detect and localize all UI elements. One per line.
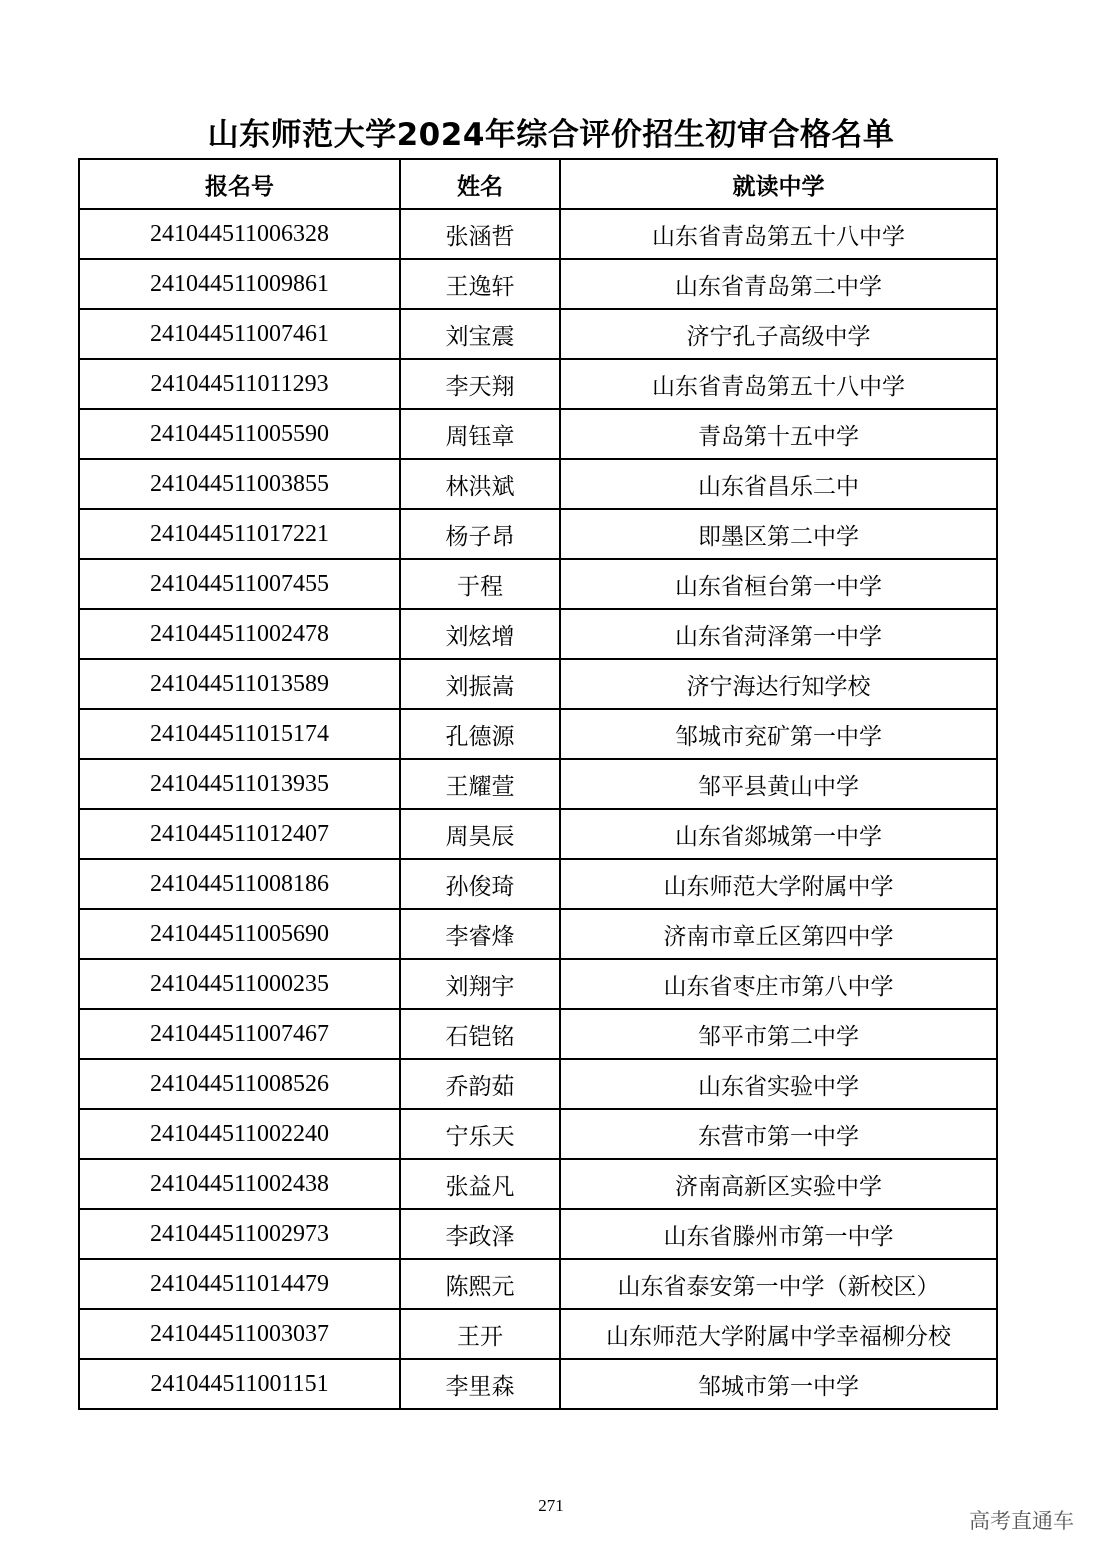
cell-registration-number: 241044511008526 <box>79 1059 400 1109</box>
cell-school: 济南市章丘区第四中学 <box>560 909 997 959</box>
cell-school: 邹平市第二中学 <box>560 1009 997 1059</box>
cell-student-name: 刘振嵩 <box>400 659 560 709</box>
cell-registration-number: 241044511007467 <box>79 1009 400 1059</box>
document-title: 山东师范大学2024年综合评价招生初审合格名单 <box>207 117 895 153</box>
cell-school: 山东省青岛第二中学 <box>560 259 997 309</box>
cell-student-name: 孔德源 <box>400 709 560 759</box>
cell-student-name: 杨子昂 <box>400 509 560 559</box>
header-name: 姓名 <box>400 159 560 209</box>
cell-registration-number: 241044511002438 <box>79 1159 400 1209</box>
cell-registration-number: 241044511009861 <box>79 259 400 309</box>
cell-school: 东营市第一中学 <box>560 1109 997 1159</box>
cell-school: 济宁孔子高级中学 <box>560 309 997 359</box>
cell-school: 山东省昌乐二中 <box>560 459 997 509</box>
cell-registration-number: 241044511005690 <box>79 909 400 959</box>
cell-student-name: 刘翔宇 <box>400 959 560 1009</box>
cell-school: 山东省桓台第一中学 <box>560 559 997 609</box>
cell-student-name: 刘宝震 <box>400 309 560 359</box>
header-registration-number: 报名号 <box>79 159 400 209</box>
cell-registration-number: 241044511000235 <box>79 959 400 1009</box>
cell-registration-number: 241044511006328 <box>79 209 400 259</box>
cell-student-name: 周昊辰 <box>400 809 560 859</box>
cell-student-name: 王开 <box>400 1309 560 1359</box>
cell-registration-number: 241044511014479 <box>79 1259 400 1309</box>
cell-registration-number: 241044511011293 <box>79 359 400 409</box>
cell-student-name: 李里森 <box>400 1359 560 1409</box>
cell-student-name: 于程 <box>400 559 560 609</box>
table-row <box>79 409 997 459</box>
table-row <box>79 559 997 609</box>
table-body <box>79 209 997 1409</box>
cell-registration-number: 241044511002478 <box>79 609 400 659</box>
cell-student-name: 孙俊琦 <box>400 859 560 909</box>
cell-registration-number: 241044511013589 <box>79 659 400 709</box>
cell-school: 济宁海达行知学校 <box>560 659 997 709</box>
cell-registration-number: 241044511007461 <box>79 309 400 359</box>
cell-registration-number: 241044511003855 <box>79 459 400 509</box>
cell-school: 山东师范大学附属中学幸福柳分校 <box>560 1309 997 1359</box>
cell-registration-number: 241044511012407 <box>79 809 400 859</box>
cell-registration-number: 241044511003037 <box>79 1309 400 1359</box>
cell-school: 山东省菏泽第一中学 <box>560 609 997 659</box>
cell-school: 山东省郯城第一中学 <box>560 809 997 859</box>
watermark-text: 高考直通车 <box>969 1509 1074 1533</box>
table-row <box>79 1059 997 1109</box>
cell-student-name: 石铠铭 <box>400 1009 560 1059</box>
cell-registration-number: 241044511002973 <box>79 1209 400 1259</box>
table-row <box>79 359 997 409</box>
cell-student-name: 王耀萱 <box>400 759 560 809</box>
cell-school: 山东省实验中学 <box>560 1059 997 1109</box>
table-row <box>79 1009 997 1059</box>
cell-student-name: 王逸轩 <box>400 259 560 309</box>
admission-list-table <box>78 158 998 1410</box>
cell-student-name: 林洪斌 <box>400 459 560 509</box>
cell-school: 山东省青岛第五十八中学 <box>560 209 997 259</box>
cell-student-name: 陈熙元 <box>400 1259 560 1309</box>
table-row <box>79 709 997 759</box>
cell-student-name: 周钰章 <box>400 409 560 459</box>
table-row <box>79 659 997 709</box>
cell-registration-number: 241044511002240 <box>79 1109 400 1159</box>
cell-school: 山东省滕州市第一中学 <box>560 1209 997 1259</box>
cell-registration-number: 241044511017221 <box>79 509 400 559</box>
cell-student-name: 张涵哲 <box>400 209 560 259</box>
cell-school: 山东省泰安第一中学（新校区） <box>560 1259 997 1309</box>
cell-registration-number: 241044511008186 <box>79 859 400 909</box>
table-row <box>79 609 997 659</box>
cell-registration-number: 241044511001151 <box>79 1359 400 1409</box>
cell-school: 济南高新区实验中学 <box>560 1159 997 1209</box>
cell-student-name: 李睿烽 <box>400 909 560 959</box>
table-row <box>79 209 997 259</box>
cell-registration-number: 241044511015174 <box>79 709 400 759</box>
cell-student-name: 李天翔 <box>400 359 560 409</box>
table-row <box>79 259 997 309</box>
table-row <box>79 1259 997 1309</box>
cell-registration-number: 241044511013935 <box>79 759 400 809</box>
table-row <box>79 509 997 559</box>
table-row <box>79 1209 997 1259</box>
cell-school: 即墨区第二中学 <box>560 509 997 559</box>
cell-registration-number: 241044511007455 <box>79 559 400 609</box>
cell-school: 邹城市第一中学 <box>560 1359 997 1409</box>
cell-student-name: 李政泽 <box>400 1209 560 1259</box>
table-row <box>79 859 997 909</box>
page-number: 271 <box>538 1496 564 1515</box>
cell-school: 青岛第十五中学 <box>560 409 997 459</box>
cell-school: 山东省青岛第五十八中学 <box>560 359 997 409</box>
table-row <box>79 809 997 859</box>
table-row <box>79 1109 997 1159</box>
table-row <box>79 909 997 959</box>
cell-school: 山东师范大学附属中学 <box>560 859 997 909</box>
table-row <box>79 309 997 359</box>
cell-student-name: 刘炫增 <box>400 609 560 659</box>
cell-student-name: 张益凡 <box>400 1159 560 1209</box>
cell-school: 邹平县黄山中学 <box>560 759 997 809</box>
table-header-row <box>79 159 997 209</box>
table-row <box>79 759 997 809</box>
cell-student-name: 乔韵茹 <box>400 1059 560 1109</box>
table-row <box>79 959 997 1009</box>
table-row <box>79 459 997 509</box>
table-row <box>79 1309 997 1359</box>
cell-student-name: 宁乐天 <box>400 1109 560 1159</box>
header-school: 就读中学 <box>560 159 997 209</box>
cell-school: 邹城市兖矿第一中学 <box>560 709 997 759</box>
table-row <box>79 1359 997 1409</box>
cell-registration-number: 241044511005590 <box>79 409 400 459</box>
table-row <box>79 1159 997 1209</box>
cell-school: 山东省枣庄市第八中学 <box>560 959 997 1009</box>
